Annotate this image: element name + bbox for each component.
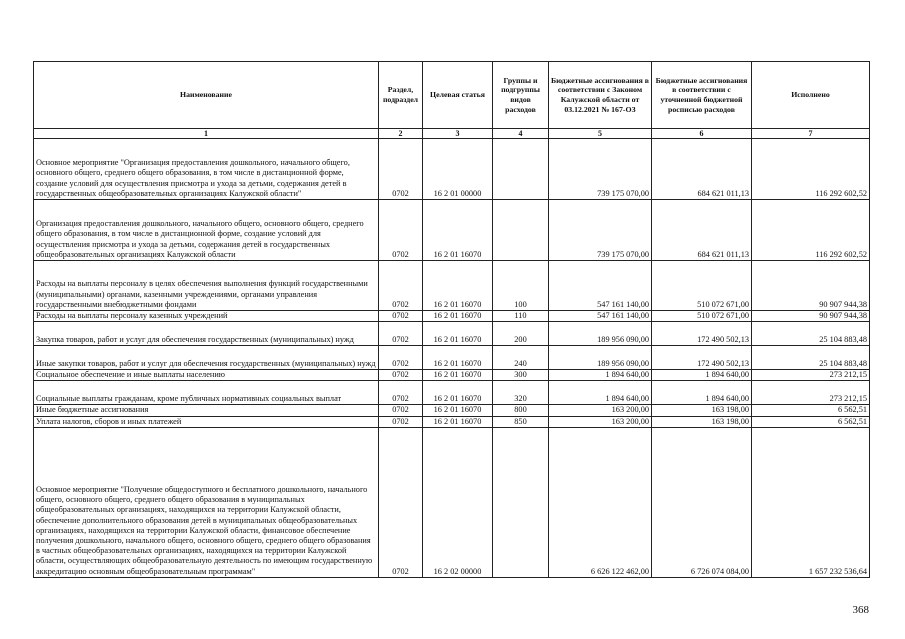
- row-section: 0702: [379, 311, 423, 322]
- row-section: 0702: [379, 139, 423, 200]
- column-number: 1: [34, 129, 379, 139]
- row-expense-group: 110: [493, 311, 549, 322]
- row-name: Основное мероприятие "Организация предоставления дошкольного, начального общего, основного общего, среднего общего образования, в том числе в дистанционной форме, создание условий для осуществления присмотра и ухода за детьми, содержания детей в государственных общеобразовательных организациях Калужской области": [34, 139, 379, 200]
- row-budget-law: 739 175 070,00: [549, 200, 652, 261]
- row-target-article: 16 2 01 16070: [423, 311, 493, 322]
- row-executed: 90 907 944,38: [752, 311, 870, 322]
- table-row: [34, 405, 870, 416]
- row-budget-revised: 172 490 502,13: [652, 346, 752, 370]
- row-budget-revised: 510 072 671,00: [652, 311, 752, 322]
- table-row: [34, 139, 870, 200]
- row-expense-group: [493, 427, 549, 577]
- row-budget-law: 189 956 090,00: [549, 346, 652, 370]
- row-name: Организация предоставления дошкольного, начального общего, основного общего, среднего общего образования, в том числе в дистанционной форме, создание условий для осуществления присмотра и ухода за детьми, содержания детей в государственных общеобразовательных организациях Калужской области: [34, 200, 379, 261]
- row-name: Иные бюджетные ассигнования: [34, 405, 379, 416]
- row-expense-group: 850: [493, 416, 549, 427]
- row-budget-law: 6 626 122 462,00: [549, 427, 652, 577]
- row-name: Расходы на выплаты персоналу казенных учреждений: [34, 311, 379, 322]
- row-section: 0702: [379, 370, 423, 381]
- header-budget-law: Бюджетные ассигнования в соответствии с Законом Калужской области от 03.12.2021 № 167-ОЗ: [549, 62, 652, 129]
- row-target-article: 16 2 01 16070: [423, 346, 493, 370]
- row-section: 0702: [379, 416, 423, 427]
- table-row: [34, 346, 870, 370]
- budget-table: [33, 61, 870, 578]
- row-name: Расходы на выплаты персоналу в целях обеспечения выполнения функций государственными (муниципальными) органами, казенными учреждениями, органами управления государственными внебюджетными фондами: [34, 261, 379, 311]
- row-budget-law: 163 200,00: [549, 416, 652, 427]
- row-expense-group: 100: [493, 261, 549, 311]
- row-budget-revised: 163 198,00: [652, 405, 752, 416]
- header-expense-groups: Группы и подгруппы видов расходов: [493, 62, 549, 129]
- row-budget-revised: 684 621 011,13: [652, 139, 752, 200]
- row-budget-revised: 684 621 011,13: [652, 200, 752, 261]
- row-target-article: 16 2 01 16070: [423, 261, 493, 311]
- header-section: Раздел, подраздел: [379, 62, 423, 129]
- row-target-article: 16 2 01 16070: [423, 405, 493, 416]
- row-budget-law: 189 956 090,00: [549, 322, 652, 346]
- row-target-article: 16 2 01 16070: [423, 322, 493, 346]
- row-expense-group: 300: [493, 370, 549, 381]
- row-section: 0702: [379, 381, 423, 405]
- row-budget-revised: 6 726 074 084,00: [652, 427, 752, 577]
- row-target-article: 16 2 01 16070: [423, 200, 493, 261]
- column-number: 7: [752, 129, 870, 139]
- row-budget-law: 1 894 640,00: [549, 381, 652, 405]
- row-target-article: 16 2 01 00000: [423, 139, 493, 200]
- column-number: 6: [652, 129, 752, 139]
- row-executed: 116 292 602,52: [752, 200, 870, 261]
- row-executed: 6 562,51: [752, 405, 870, 416]
- table-row: [34, 200, 870, 261]
- row-executed: 25 104 883,48: [752, 346, 870, 370]
- header-budget-revised: Бюджетные ассигнования в соответствии с уточненной бюджетной росписью расходов: [652, 62, 752, 129]
- row-executed: 6 562,51: [752, 416, 870, 427]
- table-row: [34, 370, 870, 381]
- row-section: 0702: [379, 405, 423, 416]
- row-executed: 90 907 944,38: [752, 261, 870, 311]
- row-budget-revised: 1 894 640,00: [652, 381, 752, 405]
- row-budget-revised: 510 072 671,00: [652, 261, 752, 311]
- table-row: [34, 427, 870, 577]
- row-section: 0702: [379, 346, 423, 370]
- column-number: 4: [493, 129, 549, 139]
- column-number-row: [34, 129, 870, 139]
- row-name: Закупка товаров, работ и услуг для обеспечения государственных (муниципальных) нужд: [34, 322, 379, 346]
- row-budget-law: 163 200,00: [549, 405, 652, 416]
- row-budget-law: 547 161 140,00: [549, 311, 652, 322]
- row-target-article: 16 2 01 16070: [423, 370, 493, 381]
- header-name: Наименование: [34, 62, 379, 129]
- column-number: 2: [379, 129, 423, 139]
- row-expense-group: [493, 200, 549, 261]
- row-expense-group: 800: [493, 405, 549, 416]
- row-name: Социальное обеспечение и иные выплаты населению: [34, 370, 379, 381]
- row-budget-revised: 163 198,00: [652, 416, 752, 427]
- table-row: [34, 322, 870, 346]
- row-name: Иные закупки товаров, работ и услуг для обеспечения государственных (муниципальных) нужд: [34, 346, 379, 370]
- table-row: [34, 311, 870, 322]
- row-section: 0702: [379, 322, 423, 346]
- row-target-article: 16 2 01 16070: [423, 416, 493, 427]
- row-executed: 1 657 232 536,64: [752, 427, 870, 577]
- row-executed: 116 292 602,52: [752, 139, 870, 200]
- column-number: 3: [423, 129, 493, 139]
- row-expense-group: [493, 139, 549, 200]
- row-section: 0702: [379, 200, 423, 261]
- table-header-row: [34, 62, 870, 129]
- row-budget-law: 1 894 640,00: [549, 370, 652, 381]
- row-executed: 273 212,15: [752, 370, 870, 381]
- row-budget-revised: 172 490 502,13: [652, 322, 752, 346]
- header-executed: Исполнено: [752, 62, 870, 129]
- row-expense-group: 320: [493, 381, 549, 405]
- row-budget-law: 739 175 070,00: [549, 139, 652, 200]
- row-executed: 273 212,15: [752, 381, 870, 405]
- row-name: Уплата налогов, сборов и иных платежей: [34, 416, 379, 427]
- table-row: [34, 416, 870, 427]
- row-target-article: 16 2 02 00000: [423, 427, 493, 577]
- row-section: 0702: [379, 427, 423, 577]
- row-section: 0702: [379, 261, 423, 311]
- row-budget-revised: 1 894 640,00: [652, 370, 752, 381]
- row-budget-law: 547 161 140,00: [549, 261, 652, 311]
- table-row: [34, 381, 870, 405]
- row-target-article: 16 2 01 16070: [423, 381, 493, 405]
- row-executed: 25 104 883,48: [752, 322, 870, 346]
- row-name: Социальные выплаты гражданам, кроме публичных нормативных социальных выплат: [34, 381, 379, 405]
- table-row: [34, 261, 870, 311]
- row-name: Основное мероприятие "Получение общедоступного и бесплатного дошкольного, начального общего, основного общего, среднего общего образования в муниципальных общеобразовательных организациях, находящихся на территории Калужской области, обеспечение дополнительного образования детей в муниципальных общеобразовательных организациях, находящихся на территории Калужской области, финансовое обеспечение получения дошкольного, начального общего, основного общего, среднего общего образования в частных общеобразовательных организациях, находящихся на территории Калужской области, осуществляющих общеобразовательную деятельность по имеющим государственную аккредитацию основным общеобразовательным программам": [34, 427, 379, 577]
- page-number: 368: [852, 604, 869, 616]
- row-expense-group: 200: [493, 322, 549, 346]
- row-expense-group: 240: [493, 346, 549, 370]
- header-target-article: Целевая статья: [423, 62, 493, 129]
- column-number: 5: [549, 129, 652, 139]
